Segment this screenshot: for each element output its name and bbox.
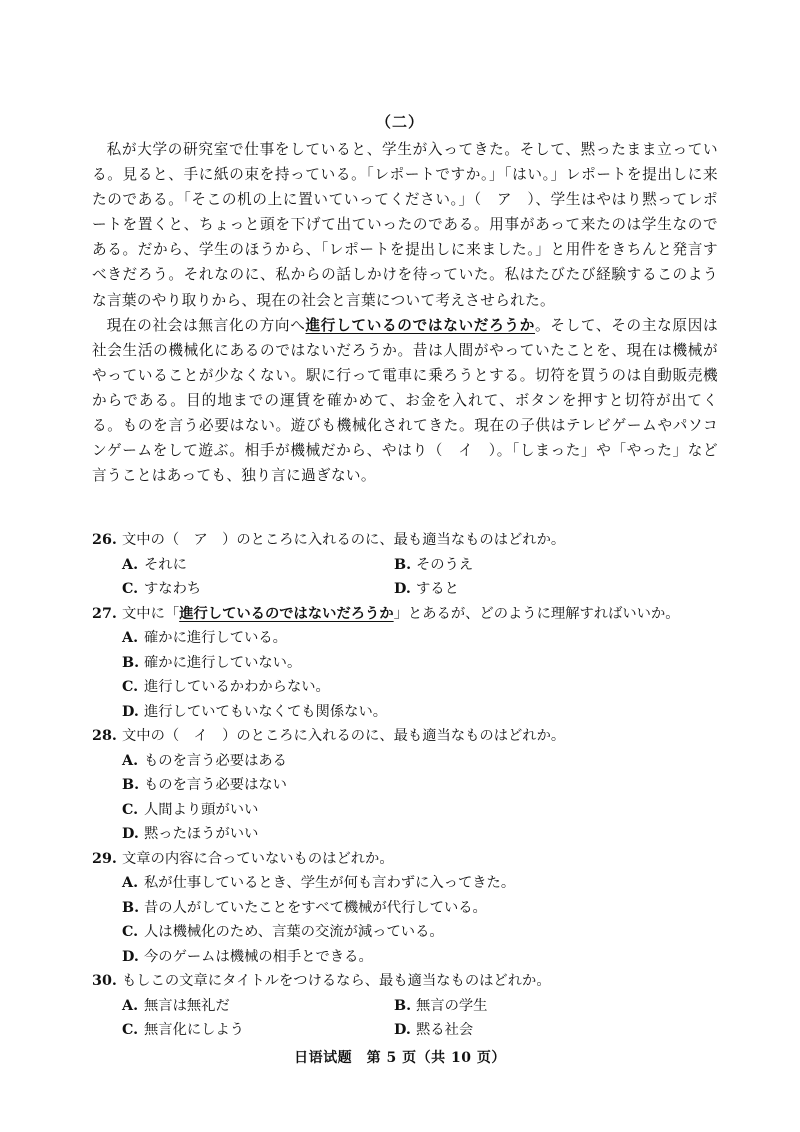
option-letter: C. — [122, 924, 139, 940]
reading-passage — [92, 137, 718, 488]
option-b[interactable] — [394, 994, 487, 1019]
passage-p2-before: 現在の社会は無言化の方向へ — [106, 316, 306, 334]
option-letter: A. — [122, 875, 139, 891]
option-text: 無言化にしよう — [144, 1022, 245, 1038]
question-stem — [92, 602, 732, 627]
option-text: 黙ったほうがいい — [144, 826, 259, 842]
option-a[interactable] — [122, 998, 230, 1014]
option-letter: A. — [122, 997, 139, 1014]
option-d[interactable] — [92, 700, 732, 725]
question-stem — [92, 969, 732, 994]
option-letter: B. — [122, 899, 140, 916]
option-text: 進行しているかわからない。 — [144, 679, 330, 695]
option-c[interactable] — [92, 920, 732, 945]
option-letter: B. — [394, 997, 412, 1014]
option-b[interactable] — [92, 773, 732, 798]
question-number: 27. — [92, 605, 117, 622]
option-letter: A. — [122, 556, 139, 573]
passage-p2-after: 。そして、その主な原因は社会生活の機械化にあるのではないだろうか。昔は人間がやっていたことを、現在は機械がやっていることが少なくない。駅に行って電車に乗ろうとする。切符を買うのは自動販売機からである。目的地までの運賃を確かめて、お金を入れて、ボタンを押すと切符が出てくる。ものを言う必要はない。遊びも機械化されてきた。現在の子供はテレビゲームやパソコンゲームをして遊ぶ。相手が機械だから、やはり（ イ ）。「しまった」や「やった」など言うことはあっても、独り言に過ぎない。 — [92, 316, 718, 485]
question-number: 28. — [92, 728, 117, 744]
option-d[interactable] — [92, 822, 732, 847]
question-stem — [92, 724, 732, 749]
question-29 — [92, 847, 732, 970]
option-text: 確かに進行していない。 — [144, 654, 302, 671]
option-letter: B. — [394, 556, 412, 573]
option-letter: D. — [394, 1022, 411, 1038]
option-letter: C. — [122, 581, 139, 597]
option-letter: C. — [122, 679, 139, 695]
underlined-phrase: 進行しているのではないだろうか — [179, 605, 394, 622]
question-28 — [92, 724, 732, 847]
option-d[interactable] — [92, 945, 732, 970]
passage-paragraph-1: 私が大学の研究室で仕事をしていると、学生が入ってきた。そして、黙ったまま立っている。見ると、手に紙の束を持っている。「レポートですか。」「はい。」レポートを提出しに来たのである。「そこの机の上に置いていってください。」（ ア ）、学生はやはり黙ってレポートを置くと、ちょっと頭を下げて出ていったのである。用事があって来たのは学生なのである。だから、学生のほうから、「レポートを提出しに来ました。」と用件をきちんと発言すべきだろう。それなのに、私からの話しかけを待っていた。私はたびたび経験するこのような言葉のやり取りから、現在の社会と言葉について考えさせられた。 — [92, 141, 718, 309]
option-text: そのうえ — [416, 556, 474, 573]
question-27 — [92, 602, 732, 725]
option-letter: A. — [122, 630, 139, 646]
question-number: 30. — [92, 973, 117, 989]
option-b[interactable] — [394, 553, 473, 578]
option-row — [92, 577, 732, 602]
section-title: （二） — [375, 113, 424, 131]
option-letter: C. — [122, 801, 139, 818]
option-c[interactable] — [92, 798, 732, 823]
question-text: 文中の（ ア ）のところに入れるのに、最も適当なものはどれか。 — [122, 532, 566, 548]
question-stem — [92, 528, 732, 553]
option-c[interactable] — [122, 1022, 244, 1038]
option-text: 黙る社会 — [416, 1022, 474, 1038]
page-footer: 日语试题 第 5 页（共 10 页） — [294, 1050, 506, 1066]
option-c[interactable] — [92, 675, 732, 700]
option-row — [92, 1018, 732, 1043]
option-letter: C. — [122, 1022, 139, 1038]
option-letter: B. — [122, 654, 140, 671]
option-a[interactable] — [92, 749, 732, 774]
option-letter: D. — [122, 826, 139, 842]
question-30 — [92, 969, 732, 1043]
question-number: 29. — [92, 850, 117, 867]
underlined-phrase: 進行しているのではないだろうか — [305, 316, 536, 334]
option-d[interactable] — [394, 577, 459, 602]
question-text-after: 」とあるが、どのように理解すればいいか。 — [393, 605, 680, 622]
option-text: 人は機械化のため、言葉の交流が減っている。 — [144, 924, 444, 940]
option-text: すなわち — [144, 581, 202, 597]
option-d[interactable] — [394, 1018, 473, 1043]
question-text: もしこの文章にタイトルをつけるなら、最も適当なものはどれか。 — [122, 973, 551, 989]
option-text: 進行していてもいなくても関係ない。 — [144, 703, 388, 720]
option-text: それに — [144, 556, 187, 573]
option-text: 今のゲームは機械の相手とできる。 — [144, 948, 373, 965]
option-letter: B. — [122, 777, 140, 793]
option-letter: A. — [122, 752, 139, 769]
option-letter: D. — [394, 581, 411, 597]
option-letter: D. — [122, 703, 139, 720]
option-text: ものを言う必要はある — [144, 752, 287, 769]
option-a[interactable] — [92, 626, 732, 651]
passage-paragraph-2 — [92, 313, 718, 489]
question-text-before: 文中に「 — [122, 605, 180, 622]
option-text: 人間より頭がいい — [144, 801, 259, 818]
option-text: 昔の人がしていたことをすべて機械が代行している。 — [144, 899, 487, 916]
option-row — [92, 994, 732, 1019]
option-text: 無言の学生 — [416, 997, 488, 1014]
option-text: ものを言う必要はない — [144, 777, 287, 793]
question-26 — [92, 528, 732, 602]
option-text: 確かに進行している。 — [144, 630, 287, 646]
option-text: すると — [416, 581, 459, 597]
question-text: 文章の内容に合っていないものはどれか。 — [122, 850, 394, 867]
option-letter: D. — [122, 948, 139, 965]
question-number: 26. — [92, 532, 117, 548]
option-a[interactable] — [92, 871, 732, 896]
option-a[interactable] — [122, 557, 187, 573]
option-text: 無言は無礼だ — [144, 997, 230, 1014]
question-list — [92, 528, 732, 1043]
option-b[interactable] — [92, 651, 732, 676]
option-b[interactable] — [92, 896, 732, 921]
question-stem — [92, 847, 732, 872]
question-text: 文中の（ イ ）のところに入れるのに、最も適当なものはどれか。 — [122, 728, 566, 744]
option-c[interactable] — [122, 581, 201, 597]
option-row — [92, 553, 732, 578]
option-text: 私が仕事しているとき、学生が何も言わずに入ってきた。 — [144, 875, 516, 891]
